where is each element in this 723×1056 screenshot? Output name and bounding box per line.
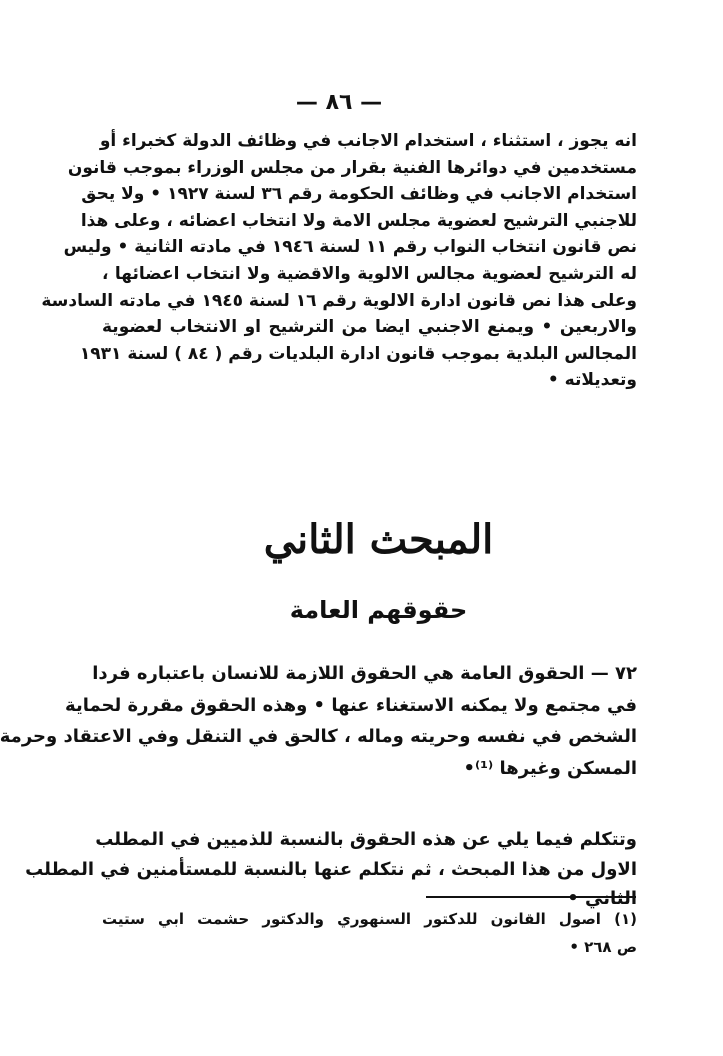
text-line: الشخص في نفسه وحريته وماله ، كالحق في التنقل وفي الاعتقاد وحرمة (0, 726, 637, 747)
chapter-title: المبحث الثاني (263, 516, 494, 563)
text-line: المجالس البلدية بموجب قانون ادارة البلديات رقم ( ٨٤ ) لسنة ١٩٣١ (79, 343, 637, 364)
footnote-divider (426, 896, 636, 898)
text-line: للاجنبي الترشيح لعضوية مجلس الامة ولا انتخاب اعضائه ، وعلى هذا (80, 210, 637, 231)
text-line: الاول من هذا المبحث ، ثم نتكلم عنها بالنسبة للمستأمنين في المطلب (25, 858, 637, 880)
text-line: وتعديلاته • (547, 370, 637, 391)
section-title: حقوقهم العامة (289, 596, 468, 624)
paragraph-1 (41, 128, 637, 394)
text-line: ٧٢ — الحقوق العامة هي الحقوق اللازمة للانسان باعتباره فردا (92, 663, 637, 684)
footnote (102, 905, 637, 961)
text-line: له الترشيح لعضوية مجالس الالوية والاقضية ولا انتخاب اعضائها ، (102, 263, 637, 284)
paragraph-3 (25, 825, 637, 914)
footnote-line: ص ٢٦٨ • (569, 938, 637, 956)
text-line: وتتكلم فيما يلي عن هذه الحقوق بالنسبة للذميين في المطلب (95, 829, 637, 850)
text-line: المسكن وغيرها ⁽¹⁾• (463, 757, 637, 779)
text-line: استخدام الاجانب في وظائف الحكومة رقم ٣٦ لسنة ١٩٢٧ • ولا يحق (81, 184, 637, 205)
page-number: — ٨٦ — (295, 90, 383, 115)
paragraph-2 (0, 658, 637, 784)
footnote-line: (١) اصول القانون للدكتور السنهوري والدكتور حشمت ابي ستيت (102, 910, 637, 928)
text-line: في مجتمع ولا يمكنه الاستغناء عنها • وهذه الحقوق مقررة لحماية (65, 694, 637, 716)
text-line: والاربعين • ويمنع الاجنبي ايضا من الترشيح او الانتخاب لعضوية (102, 317, 637, 338)
text-line: نص قانون انتخاب النواب رقم ١١ لسنة ١٩٤٦ في مادته الثانية • وليس (63, 237, 637, 258)
text-line: مستخدمين في دوائرها الفنية بقرار من مجلس الوزراء بموجب قانون (67, 157, 637, 178)
text-line: وعلى هذا نص قانون ادارة الالوية رقم ١٦ لسنة ١٩٤٥ في مادته السادسة (41, 290, 637, 311)
text-line: انه يجوز ، استثناء ، استخدام الاجانب في وظائف الدولة كخبراء أو (99, 131, 637, 151)
text-line: الثاني • (567, 888, 637, 909)
